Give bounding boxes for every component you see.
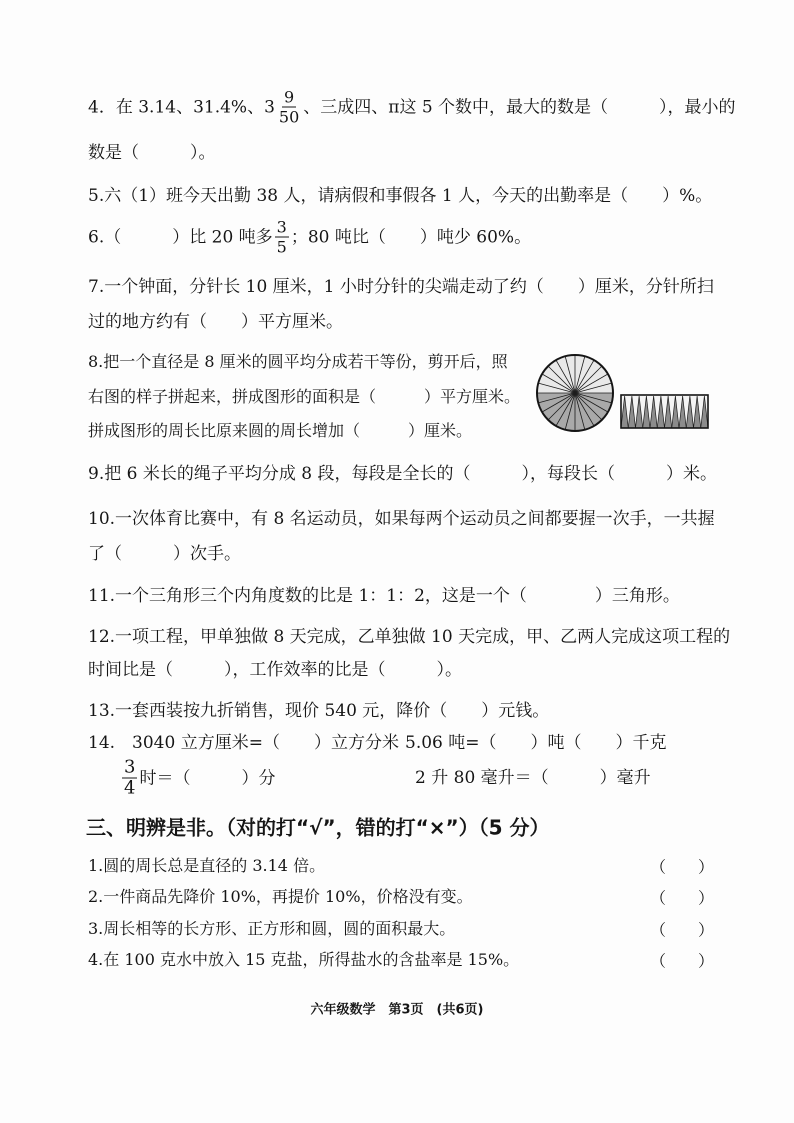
q14-row1-left <box>88 733 399 753</box>
section-heading: 三、明辨是非。（对的打“√”，错的打“×”）（5 分） <box>86 815 550 840</box>
q4-continuation: 数是（ ）。 <box>88 143 216 163</box>
q10-text: 10.一次体育比赛中，有 8 名运动员，如果每两个运动员之间都要握一次手，一共握 <box>88 509 715 529</box>
q7-text: 7.一个钟面，分针长 10 厘米，1 小时分针的尖端走动了约（ ）厘米，分针所扫 <box>88 277 714 297</box>
tf-item <box>88 950 519 970</box>
q14-row1-right <box>405 733 667 753</box>
q7-line-2 <box>88 312 343 332</box>
fraction <box>122 756 137 799</box>
q13-line <box>88 701 549 721</box>
q5-text: 5.六（1）班今天出勤 38 人，请病假和事假各 1 人，今天的出勤率是（ ）%。 <box>88 186 713 206</box>
q8-text: 右图的样子拼起来，拼成图形的面积是（ ）平方厘米。 <box>88 387 521 406</box>
tf-answer-bracket: （ ） <box>650 888 715 908</box>
q6-text-after-fraction: ；80 吨比（ ）吨少 60%。 <box>290 227 532 247</box>
tf-answer-bracket: （ ） <box>650 857 715 877</box>
tf-answer-bracket: （ ） <box>650 920 715 940</box>
divided-circle <box>537 355 613 431</box>
q6-text-before-fraction: 6.（ ）比 20 吨多 <box>88 227 273 247</box>
q14-volume-conversion: 14. 3040 立方厘米=（ ）立方分米 <box>88 733 399 753</box>
q11-text: 11.一个三角形三个内角度数的比是 1：1：2，这是一个（ ）三角形。 <box>88 586 680 606</box>
q10-text: 了（ ）次手。 <box>88 544 241 564</box>
q8-line-3 <box>88 421 472 441</box>
fraction-denominator: 50 <box>278 107 300 127</box>
q7-text: 过的地方约有（ ）平方厘米。 <box>88 312 343 332</box>
q14-row2-right <box>415 768 651 788</box>
q14-mass-conversion: 5.06 吨=（ ）吨（ ）千克 <box>405 733 667 753</box>
q12-text: 12.一项工程，甲单独做 8 天完成，乙单独做 10 天完成，甲、乙两人完成这项工程的 <box>88 627 731 647</box>
q4-text-after-fraction: 、三成四、π这 5 个数中，最大的数是（ ），最小的 <box>303 97 736 117</box>
tf-item-text: 3.周长相等的长方形、正方形和圆，圆的面积最大。 <box>88 919 456 938</box>
q10-line-1 <box>88 509 715 529</box>
fraction <box>275 219 289 256</box>
q9-line <box>88 464 717 484</box>
q14-capacity-conversion: 2 升 80 毫升＝（ ）毫升 <box>415 768 651 788</box>
tf-item-text: 2.一件商品先降价 10%，再提价 10%，价格没有变。 <box>88 887 473 906</box>
tf-item <box>88 887 473 907</box>
fraction-numerator: 3 <box>276 217 287 237</box>
tf-item-text: 4.在 100 克水中放入 15 克盐，所得盐水的含盐率是 15%。 <box>88 950 520 969</box>
page-footer: 六年级数学 第3页 (共6页) <box>310 1002 484 1018</box>
tf-item-text: 1.圆的周长总是直径的 3.14 倍。 <box>88 856 326 875</box>
rearranged-strip <box>621 395 708 428</box>
mixed-number-fraction <box>277 89 301 126</box>
q6-line <box>88 219 531 256</box>
q12-line-2 <box>88 660 462 680</box>
q14-time-conversion: 时＝（ ）分 <box>139 768 276 788</box>
tf-item <box>88 856 325 876</box>
q4-line-2 <box>88 143 216 163</box>
q4-line-1 <box>88 89 736 126</box>
fraction-numerator: 9 <box>283 87 295 107</box>
tf-item <box>88 919 455 939</box>
fraction-numerator: 3 <box>124 756 136 778</box>
tf-answer-bracket: （ ） <box>650 951 715 971</box>
q9-text: 9.把 6 米长的绳子平均分成 8 段，每段是全长的（ ），每段长（ ）米。 <box>88 464 717 484</box>
q8-line-2 <box>88 387 520 407</box>
q4-text-before-fraction: 4．在 3.14、31.4%、3 <box>88 97 275 117</box>
q8-line-1 <box>88 352 508 372</box>
circle-rearrangement-figure <box>535 352 711 434</box>
q11-line <box>88 586 680 606</box>
q10-line-2 <box>88 544 241 564</box>
q7-line-1 <box>88 277 714 297</box>
q12-text: 时间比是（ ），工作效率的比是（ ）。 <box>88 660 462 680</box>
fraction-denominator: 5 <box>276 237 287 257</box>
q14-row2-left <box>120 756 276 799</box>
q8-text: 拼成图形的周长比原来圆的周长增加（ ）厘米。 <box>88 421 473 440</box>
fraction-denominator: 4 <box>124 777 136 799</box>
q5-line <box>88 186 712 206</box>
q8-text: 8.把一个直径是 8 厘米的圆平均分成若干等份，剪开后，照 <box>88 352 508 371</box>
q13-text: 13.一套西装按九折销售，现价 540 元，降价（ ）元钱。 <box>88 701 550 721</box>
q12-line-1 <box>88 627 730 647</box>
